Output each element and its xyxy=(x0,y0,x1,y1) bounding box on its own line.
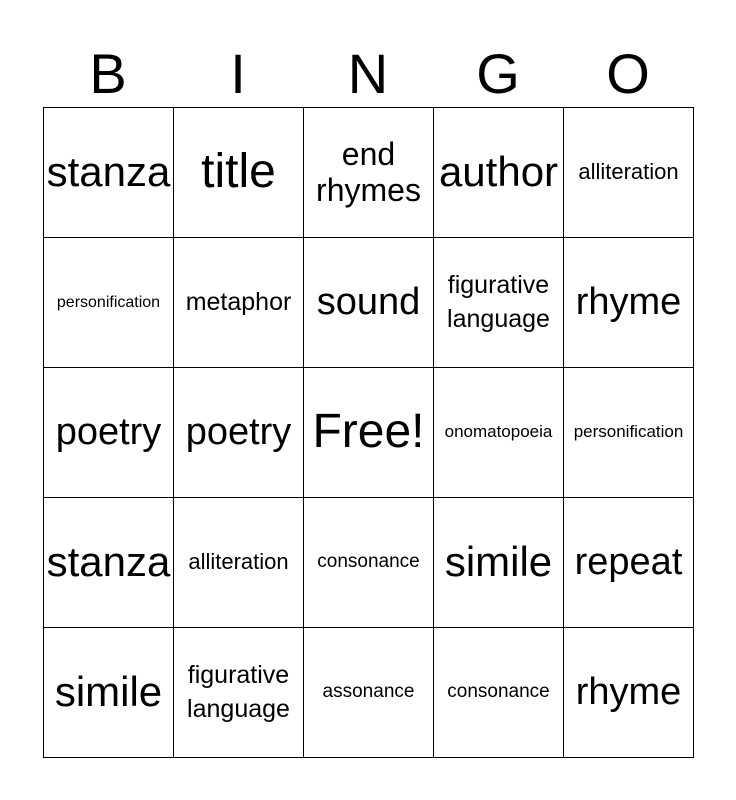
bingo-cell[interactable] xyxy=(174,498,304,628)
header-letter-i: I xyxy=(230,42,246,105)
cell-label: sound xyxy=(316,280,421,323)
cell-label: figurative language xyxy=(187,660,290,723)
bingo-cell[interactable] xyxy=(434,498,564,628)
cell-label: metaphor xyxy=(185,288,292,317)
cell-label: poetry xyxy=(185,410,292,453)
cell-label: assonance xyxy=(322,681,415,703)
bingo-cell[interactable] xyxy=(44,108,174,238)
bingo-cell[interactable] xyxy=(44,368,174,498)
cell-label: consonance xyxy=(447,681,550,703)
bingo-cell[interactable] xyxy=(434,628,564,758)
header-letter-o: O xyxy=(606,42,650,105)
bingo-cell[interactable] xyxy=(434,108,564,238)
bingo-cell[interactable] xyxy=(174,238,304,368)
bingo-cell[interactable] xyxy=(304,498,434,628)
cell-label: title xyxy=(201,145,276,199)
cell-label: rhyme xyxy=(575,670,682,713)
cell-label: repeat xyxy=(574,540,683,583)
header-letter-b: B xyxy=(89,42,127,105)
bingo-cell[interactable] xyxy=(44,238,174,368)
bingo-cell[interactable] xyxy=(564,368,694,498)
bingo-cell[interactable] xyxy=(174,108,304,238)
cell-label: simile xyxy=(444,538,553,586)
bingo-cell[interactable] xyxy=(564,108,694,238)
cell-label: poetry xyxy=(55,410,162,453)
header-letter-g: G xyxy=(476,42,520,105)
header-letter-n: N xyxy=(347,42,389,105)
bingo-cell[interactable] xyxy=(174,628,304,758)
cell-label: onomatopoeia xyxy=(444,422,553,442)
cell-label: end rhymes xyxy=(316,136,421,208)
bingo-cell[interactable] xyxy=(564,628,694,758)
bingo-header xyxy=(43,40,693,108)
bingo-board xyxy=(43,107,694,758)
bingo-cell[interactable] xyxy=(434,368,564,498)
cell-label: stanza xyxy=(46,538,171,586)
cell-label: alliteration xyxy=(188,549,289,575)
bingo-cell[interactable] xyxy=(304,238,434,368)
free-space-label: Free! xyxy=(312,405,425,459)
bingo-cell[interactable] xyxy=(304,108,434,238)
bingo-cell[interactable] xyxy=(174,368,304,498)
cell-label: alliteration xyxy=(578,159,679,185)
cell-label: figurative language xyxy=(447,270,550,333)
cell-label: stanza xyxy=(46,148,171,196)
cell-label: personification xyxy=(56,293,161,311)
bingo-cell[interactable] xyxy=(564,238,694,368)
cell-label: personification xyxy=(573,422,684,442)
bingo-cell[interactable] xyxy=(434,238,564,368)
cell-label: author xyxy=(438,148,559,196)
bingo-cell[interactable] xyxy=(564,498,694,628)
cell-label: simile xyxy=(54,668,163,716)
free-space-cell[interactable] xyxy=(304,368,434,498)
bingo-cell[interactable] xyxy=(44,498,174,628)
bingo-cell[interactable] xyxy=(304,628,434,758)
bingo-cell[interactable] xyxy=(44,628,174,758)
cell-label: consonance xyxy=(317,551,420,573)
cell-label: rhyme xyxy=(575,280,682,323)
